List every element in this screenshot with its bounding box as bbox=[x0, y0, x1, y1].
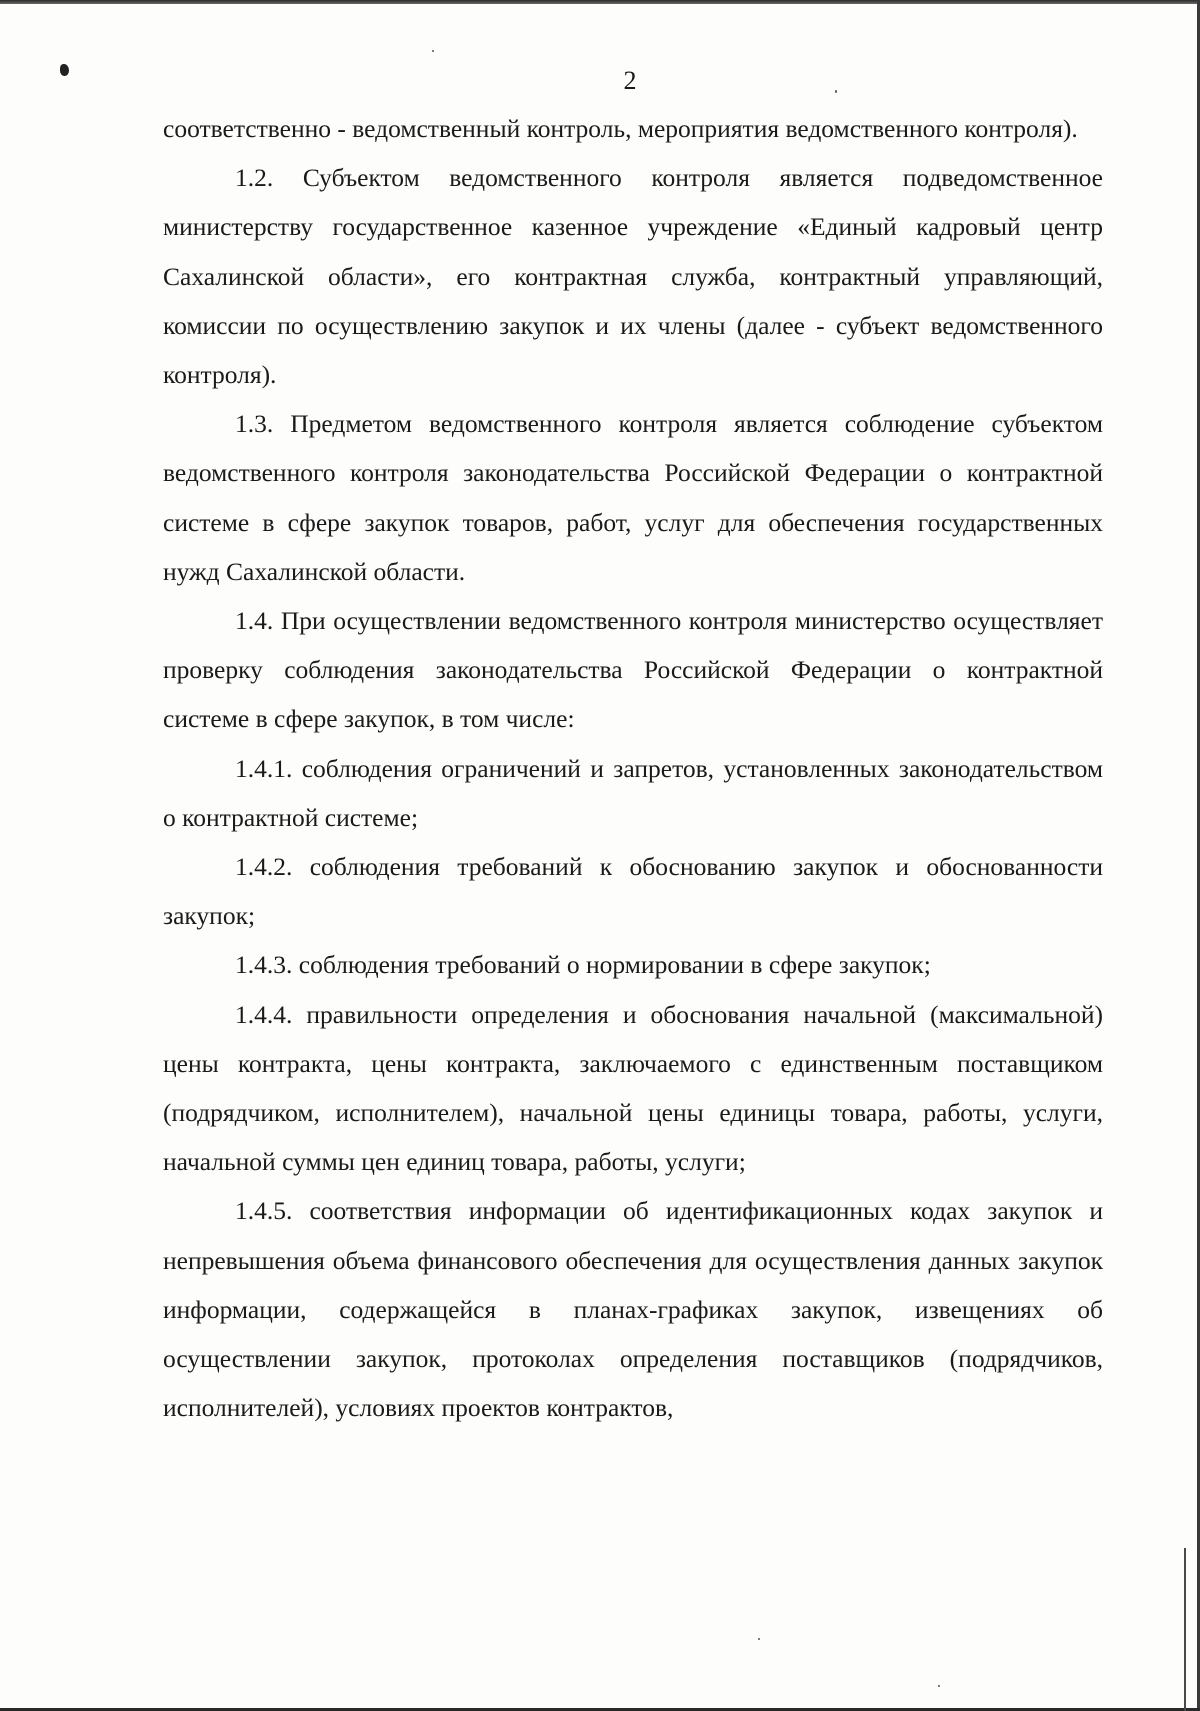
paragraph-1-4-4: 1.4.4. правильности определения и обоснования начальной (максимальной) цены контракта, цены контракта, заключаемого с единственным поставщиком (подрядчиком, исполнителем), начальной цены единицы товара, работы, услуги, начальной суммы цен единиц товара, работы, услуги; bbox=[163, 999, 1103, 1177]
document-body bbox=[163, 104, 1103, 1432]
paragraph: соответственно - ведомственный контроль, мероприятия ведомственного контроля). bbox=[163, 114, 1078, 143]
scan-edge-top bbox=[0, 0, 1200, 4]
page-number: 2 bbox=[623, 66, 637, 95]
paragraph-1-2: 1.2. Субъектом ведомственного контроля является подведомственное министерству государственное казенное учреждение «Единый кадровый центр Сахалинской области», его контрактная служба, контрактный управляющий, комиссии по осуществлению закупок и их члены (далее - субъект ведомственного контроля). bbox=[163, 163, 1103, 390]
paragraph-1-3: 1.3. Предметом ведомственного контроля является соблюдение субъектом ведомственного контроля законодательства Российской Федерации о контрактной системе в сфере закупок товаров, работ, услуг для обеспечения государственных нужд Сахалинской области. bbox=[163, 409, 1103, 586]
paragraph-1-4-3: 1.4.3. соблюдения требований о нормировании в сфере закупок; bbox=[235, 950, 931, 980]
scan-speck bbox=[938, 1685, 940, 1687]
paragraph-1-4-2: 1.4.2. соблюдения требований к обоснованию закупок и обоснованности закупок; bbox=[163, 852, 1103, 931]
scan-speck bbox=[758, 1638, 760, 1640]
scan-speck bbox=[432, 50, 434, 52]
scan-edge-mark bbox=[1184, 1548, 1186, 1711]
paragraph-1-4-5: 1.4.5. соответствия информации об идентификационных кодах закупок и непревышения объема финансового обеспечения для осуществления данных закупок информации, содержащейся в планах-графиках закупок, извещениях об осуществлении закупок, протоколах определения поставщиков (подрядчиков, исполнителей), условиях проектов контрактов, bbox=[163, 1196, 1103, 1423]
paragraph-1-4: 1.4. При осуществлении ведомственного контроля министерство осуществляет проверку соблюдения законодательства Российской Федерации о контрактной системе в сфере закупок, в том числе: bbox=[163, 606, 1103, 734]
paragraph-1-4-1: 1.4.1. соблюдения ограничений и запретов, установленных законодательством о контрактной системе; bbox=[163, 753, 1103, 832]
